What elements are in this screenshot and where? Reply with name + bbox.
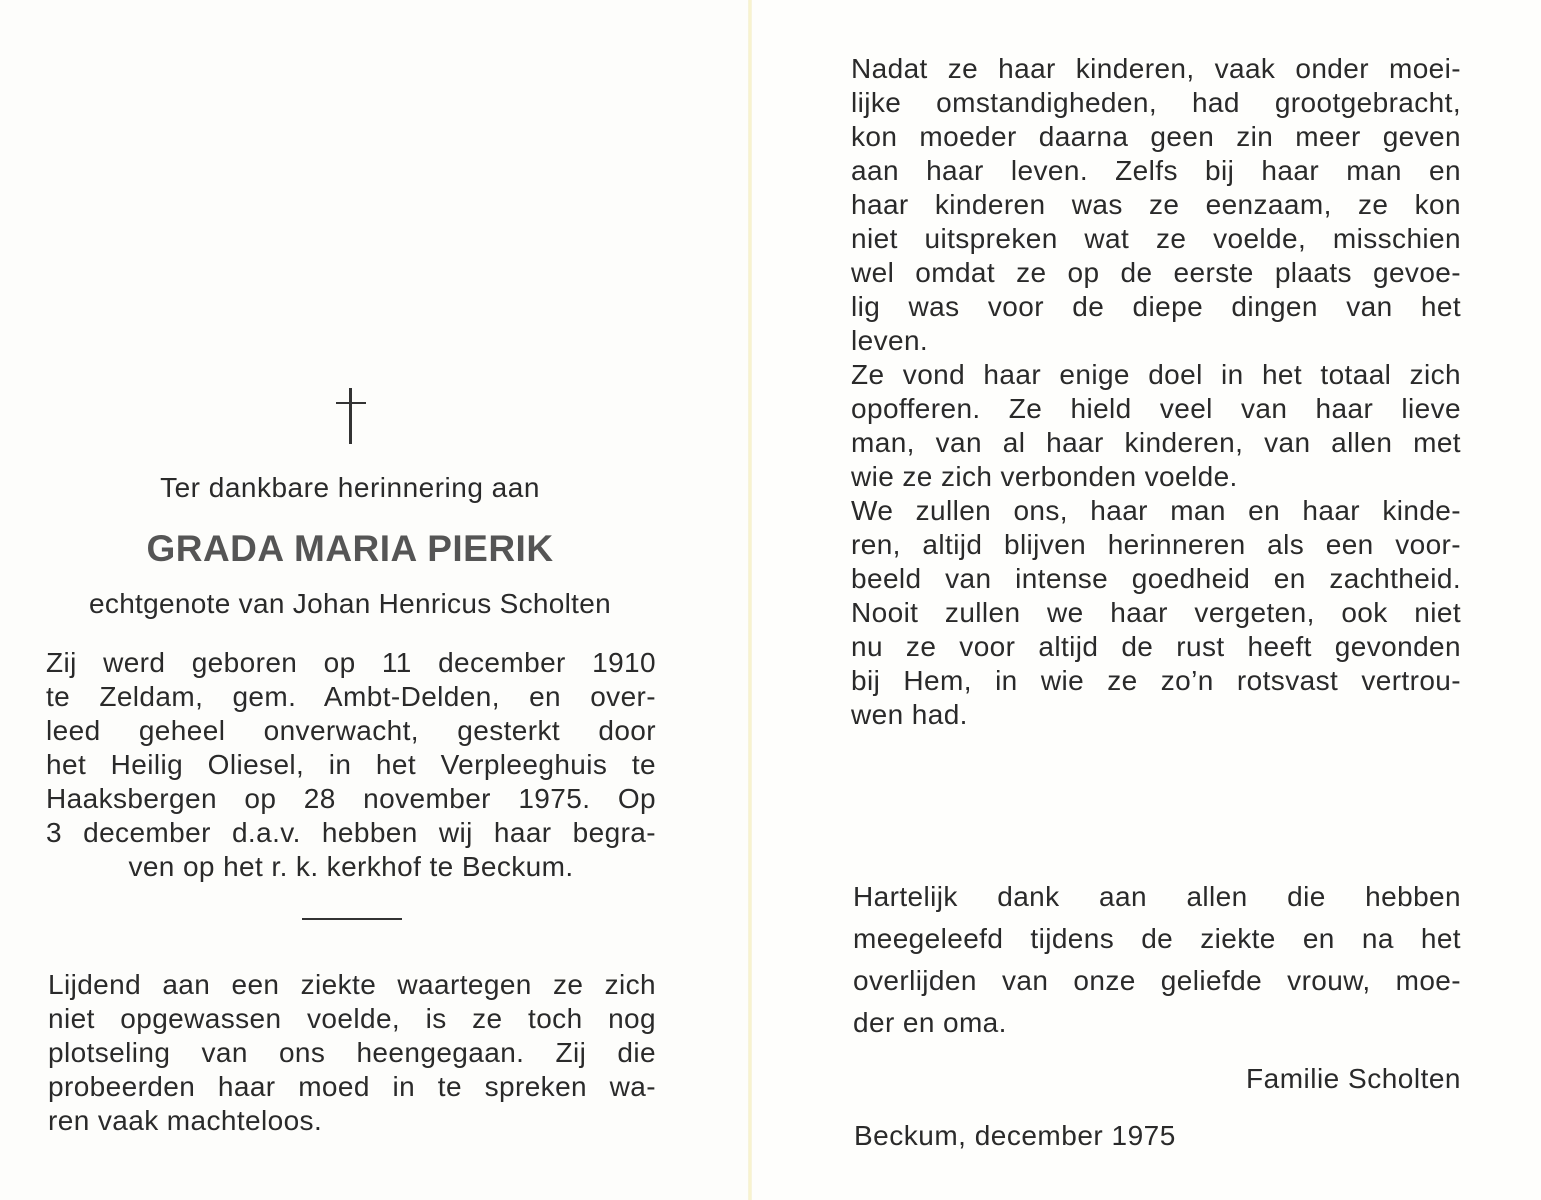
memory-line: wie ze zich verbonden voelde. xyxy=(851,461,1238,492)
bio-line: Zij werd geboren op 11 december 1910 xyxy=(46,647,656,678)
memory-line: haar kinderen was ze eenzaam, ze kon xyxy=(851,189,1461,220)
memory-line: lig was voor de diepe dingen van het xyxy=(851,291,1461,322)
thanks-line: meegeleefd tijdens de ziekte en na het xyxy=(853,923,1461,954)
deceased-name: GRADA MARIA PIERIK xyxy=(146,528,554,569)
illness-line: ren vaak machteloos. xyxy=(48,1105,323,1136)
memory-line: bij Hem, in wie ze zo’n rotsvast vertrou- xyxy=(851,665,1461,696)
thanks-line: overlijden van onze geliefde vrouw, moe- xyxy=(853,965,1461,996)
memory-line: Nadat ze haar kinderen, vaak onder moei- xyxy=(851,53,1461,84)
dedication-text: Ter dankbare herinnering aan xyxy=(160,472,540,503)
memory-line: niet uitspreken wat ze voelde, misschien xyxy=(851,223,1461,254)
bio-line: 3 december d.a.v. hebben wij haar begra- xyxy=(46,817,656,848)
memory-paragraph xyxy=(851,52,1461,732)
cross-icon xyxy=(334,388,368,444)
thanks-paragraph xyxy=(853,876,1461,1044)
memory-line: Ze vond haar enige doel in het totaal zich xyxy=(851,359,1461,390)
illness-line: plotseling van ons heengegaan. Zij die xyxy=(48,1037,656,1068)
bio-line: leed geheel onverwacht, gesterkt door xyxy=(46,715,656,746)
memory-line: wen had. xyxy=(851,699,968,730)
memory-line: opofferen. Ze hield veel van haar lieve xyxy=(851,393,1461,424)
spouse-line: echtgenote van Johan Henricus Scholten xyxy=(89,588,611,619)
illness-line: niet opgewassen voelde, is ze toch nog xyxy=(48,1003,656,1034)
bio-line: het Heilig Oliesel, in het Verpleeghuis te xyxy=(46,749,656,780)
divider-line xyxy=(302,918,402,920)
memory-line: wel omdat ze op de eerste plaats gevoe- xyxy=(851,257,1461,288)
memory-line: nu ze voor altijd de rust heeft gevonden xyxy=(851,631,1461,662)
biography-paragraph xyxy=(46,646,656,884)
memory-line: kon moeder daarna geen zin meer geven xyxy=(851,121,1461,152)
illness-paragraph xyxy=(48,968,656,1138)
illness-line: Lijdend aan een ziekte waartegen ze zich xyxy=(48,969,656,1000)
bio-line: ven op het r. k. kerkhof te Beckum. xyxy=(128,851,574,882)
thanks-line: der en oma. xyxy=(853,1007,1007,1038)
illness-line: probeerden haar moed in te spreken wa- xyxy=(48,1071,656,1102)
memory-line: lijke omstandigheden, had grootgebracht, xyxy=(851,87,1461,118)
bio-line: Haaksbergen op 28 november 1975. Op xyxy=(46,783,656,814)
memory-line: beeld van intense goedheid en zachtheid. xyxy=(851,563,1461,594)
thanks-line: Hartelijk dank aan allen die hebben xyxy=(853,881,1461,912)
memory-line: aan haar leven. Zelfs bij haar man en xyxy=(851,155,1461,186)
family-signature: Familie Scholten xyxy=(1246,1063,1461,1094)
bio-line: te Zeldam, gem. Ambt-Delden, en over- xyxy=(46,681,656,712)
memory-line: ren, altijd blijven herinneren als een voor- xyxy=(851,529,1461,560)
memory-line: leven. xyxy=(851,325,929,356)
memory-line: Nooit zullen we haar vergeten, ook niet xyxy=(851,597,1461,628)
memory-line: We zullen ons, haar man en haar kinde- xyxy=(851,495,1461,526)
memory-line: man, van al haar kinderen, van allen met xyxy=(851,427,1461,458)
left-panel xyxy=(0,0,748,1200)
place-date: Beckum, december 1975 xyxy=(854,1120,1176,1151)
